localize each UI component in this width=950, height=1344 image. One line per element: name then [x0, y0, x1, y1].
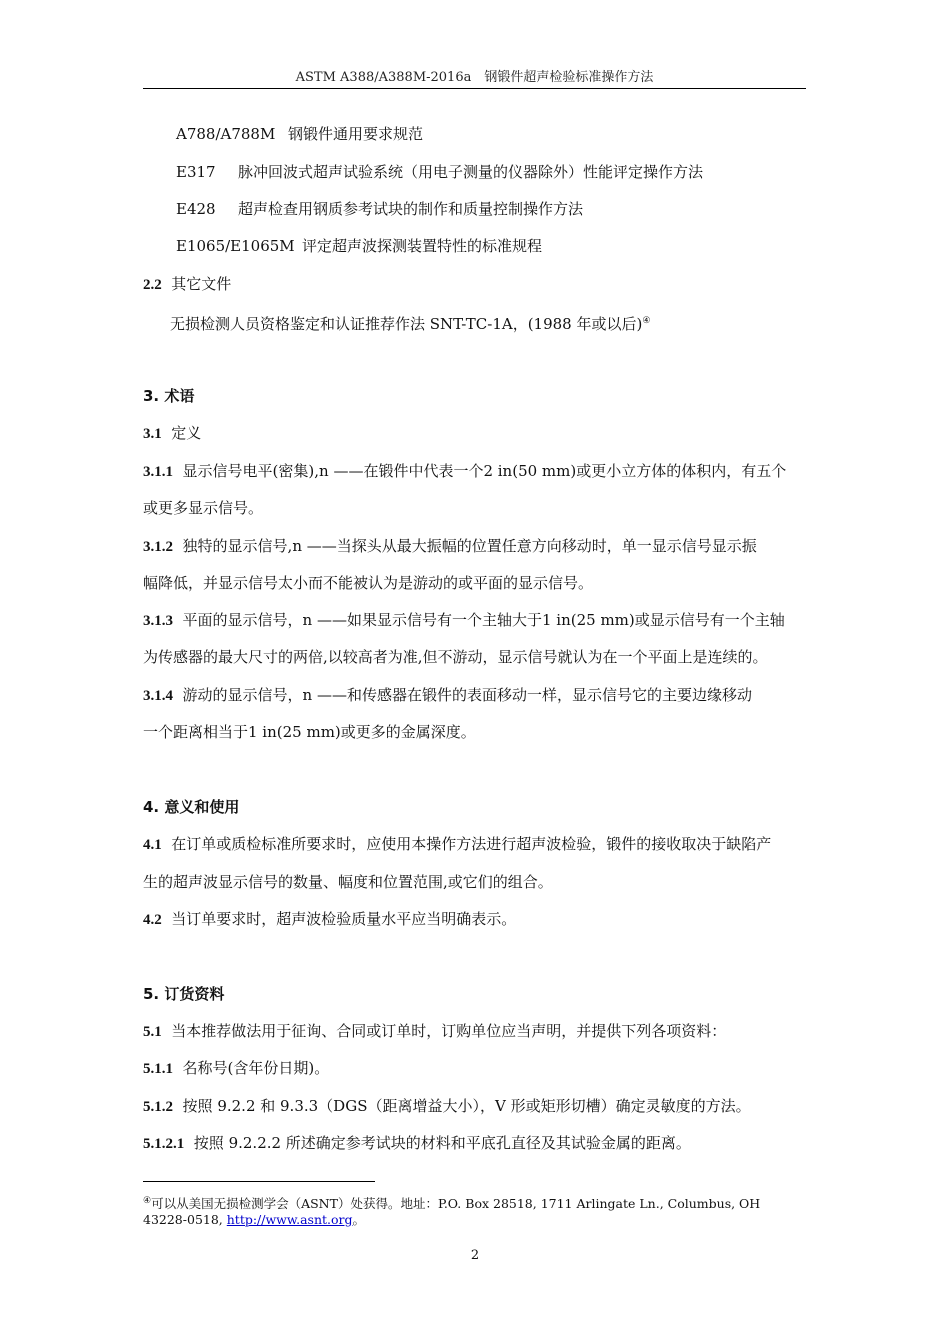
- footnote-rule: [143, 1181, 375, 1182]
- ref-code: E317: [176, 163, 216, 181]
- section-2-2-body: 无损检测人员资格鉴定和认证推荐作法 SNT-TC-1A，(1988 年或以后)④: [170, 315, 651, 333]
- section-3-1-2-cont: 幅降低，并显示信号太小而不能被认为是游动的或平面的显示信号。: [143, 574, 594, 592]
- ref-e317: [176, 162, 839, 182]
- ref-code: A788/A788M: [176, 125, 276, 143]
- ref-text: 脉冲回波式超声试验系统（用电子测量的仪器除外）性能评定操作方法: [238, 163, 704, 181]
- ref-text: 超声检查用钢质参考试块的制作和质量控制操作方法: [238, 200, 584, 218]
- section-5-1-1: 5.1.1 名称号(含年份日期)。: [143, 1059, 330, 1077]
- section-2-2: 2.2 其它文件: [143, 275, 232, 293]
- ref-a788: [176, 124, 839, 144]
- ref-code: E1065/E1065M: [176, 237, 295, 255]
- footnote-line-1: ④可以从美国无损检测学会（ASNT）处获得。地址：P.O. Box 28518, 1711 Arlingate Ln., Columbus, OH: [143, 1196, 761, 1212]
- section-3-1-1-cont: 或更多显示信号。: [143, 499, 264, 517]
- section-4-1-cont: 生的超声波显示信号的数量、幅度和位置范围,或它们的组合。: [143, 873, 553, 891]
- section-3-1: 3.1 定义: [143, 424, 202, 442]
- section-5-heading: 5. 订货资料: [143, 985, 225, 1003]
- section-3-1-4: 3.1.4 游动的显示信号，n ——和传感器在锻件的表面移动一样，显示信号它的主要边缘移动: [143, 686, 752, 704]
- page-number: 2: [470, 1248, 480, 1263]
- ref-e1065: [176, 236, 839, 256]
- section-5-1-2-1: 5.1.2.1 按照 9.2.2.2 所述确定参考试块的材料和平底孔直径及其试验金属的距离。: [143, 1134, 691, 1152]
- ref-e428: [176, 199, 839, 219]
- section-4-1: 4.1 在订单或质检标准所要求时，应使用本操作方法进行超声波检验，锻件的接收取决于缺陷产: [143, 835, 772, 853]
- section-3-1-3-cont: 为传感器的最大尺寸的两倍,以较高者为准,但不游动，显示信号就认为在一个平面上是连续的。: [143, 648, 768, 666]
- running-header: ASTM A388/A388M-2016a 钢锻件超声检验标准操作方法: [295, 70, 654, 85]
- section-3-1-3: 3.1.3 平面的显示信号，n ——如果显示信号有一个主轴大于1 in(25 mm)或显示信号有一个主轴: [143, 611, 785, 629]
- ref-text: 评定超声波探测装置特性的标准规程: [302, 237, 543, 255]
- section-3-1-4-cont: 一个距离相当于1 in(25 mm)或更多的金属深度。: [143, 723, 476, 741]
- section-3-1-2: 3.1.2 独特的显示信号,n ——当探头从最大振幅的位置任意方向移动时，单一显示信号显示振: [143, 537, 757, 555]
- section-4-heading: 4. 意义和使用: [143, 798, 240, 816]
- ref-text: 钢锻件通用要求规范: [288, 125, 424, 143]
- section-4-2: 4.2 当订单要求时，超声波检验质量水平应当明确表示。: [143, 910, 517, 928]
- section-5-1-2: 5.1.2 按照 9.2.2 和 9.3.3（DGS（距离增益大小），V 形或矩形切槽）确定灵敏度的方法。: [143, 1097, 751, 1115]
- section-5-1: 5.1 当本推荐做法用于征询、合同或订单时，订购单位应当声明，并提供下列各项资料：: [143, 1022, 727, 1040]
- footnote-line-2: 43228-0518, http://www.asnt.org。: [143, 1212, 366, 1227]
- ref-code: E428: [176, 200, 216, 218]
- header-rule: [143, 88, 806, 89]
- footnote-ref[interactable]: ④: [642, 316, 651, 326]
- section-3-1-1: 3.1.1 显示信号电平(密集),n ——在锻件中代表一个2 in(50 mm)或更小立方体的体积内，有五个: [143, 462, 787, 480]
- asnt-link[interactable]: http://www.asnt.org: [226, 1212, 353, 1227]
- section-3-heading: 3. 术语: [143, 387, 195, 405]
